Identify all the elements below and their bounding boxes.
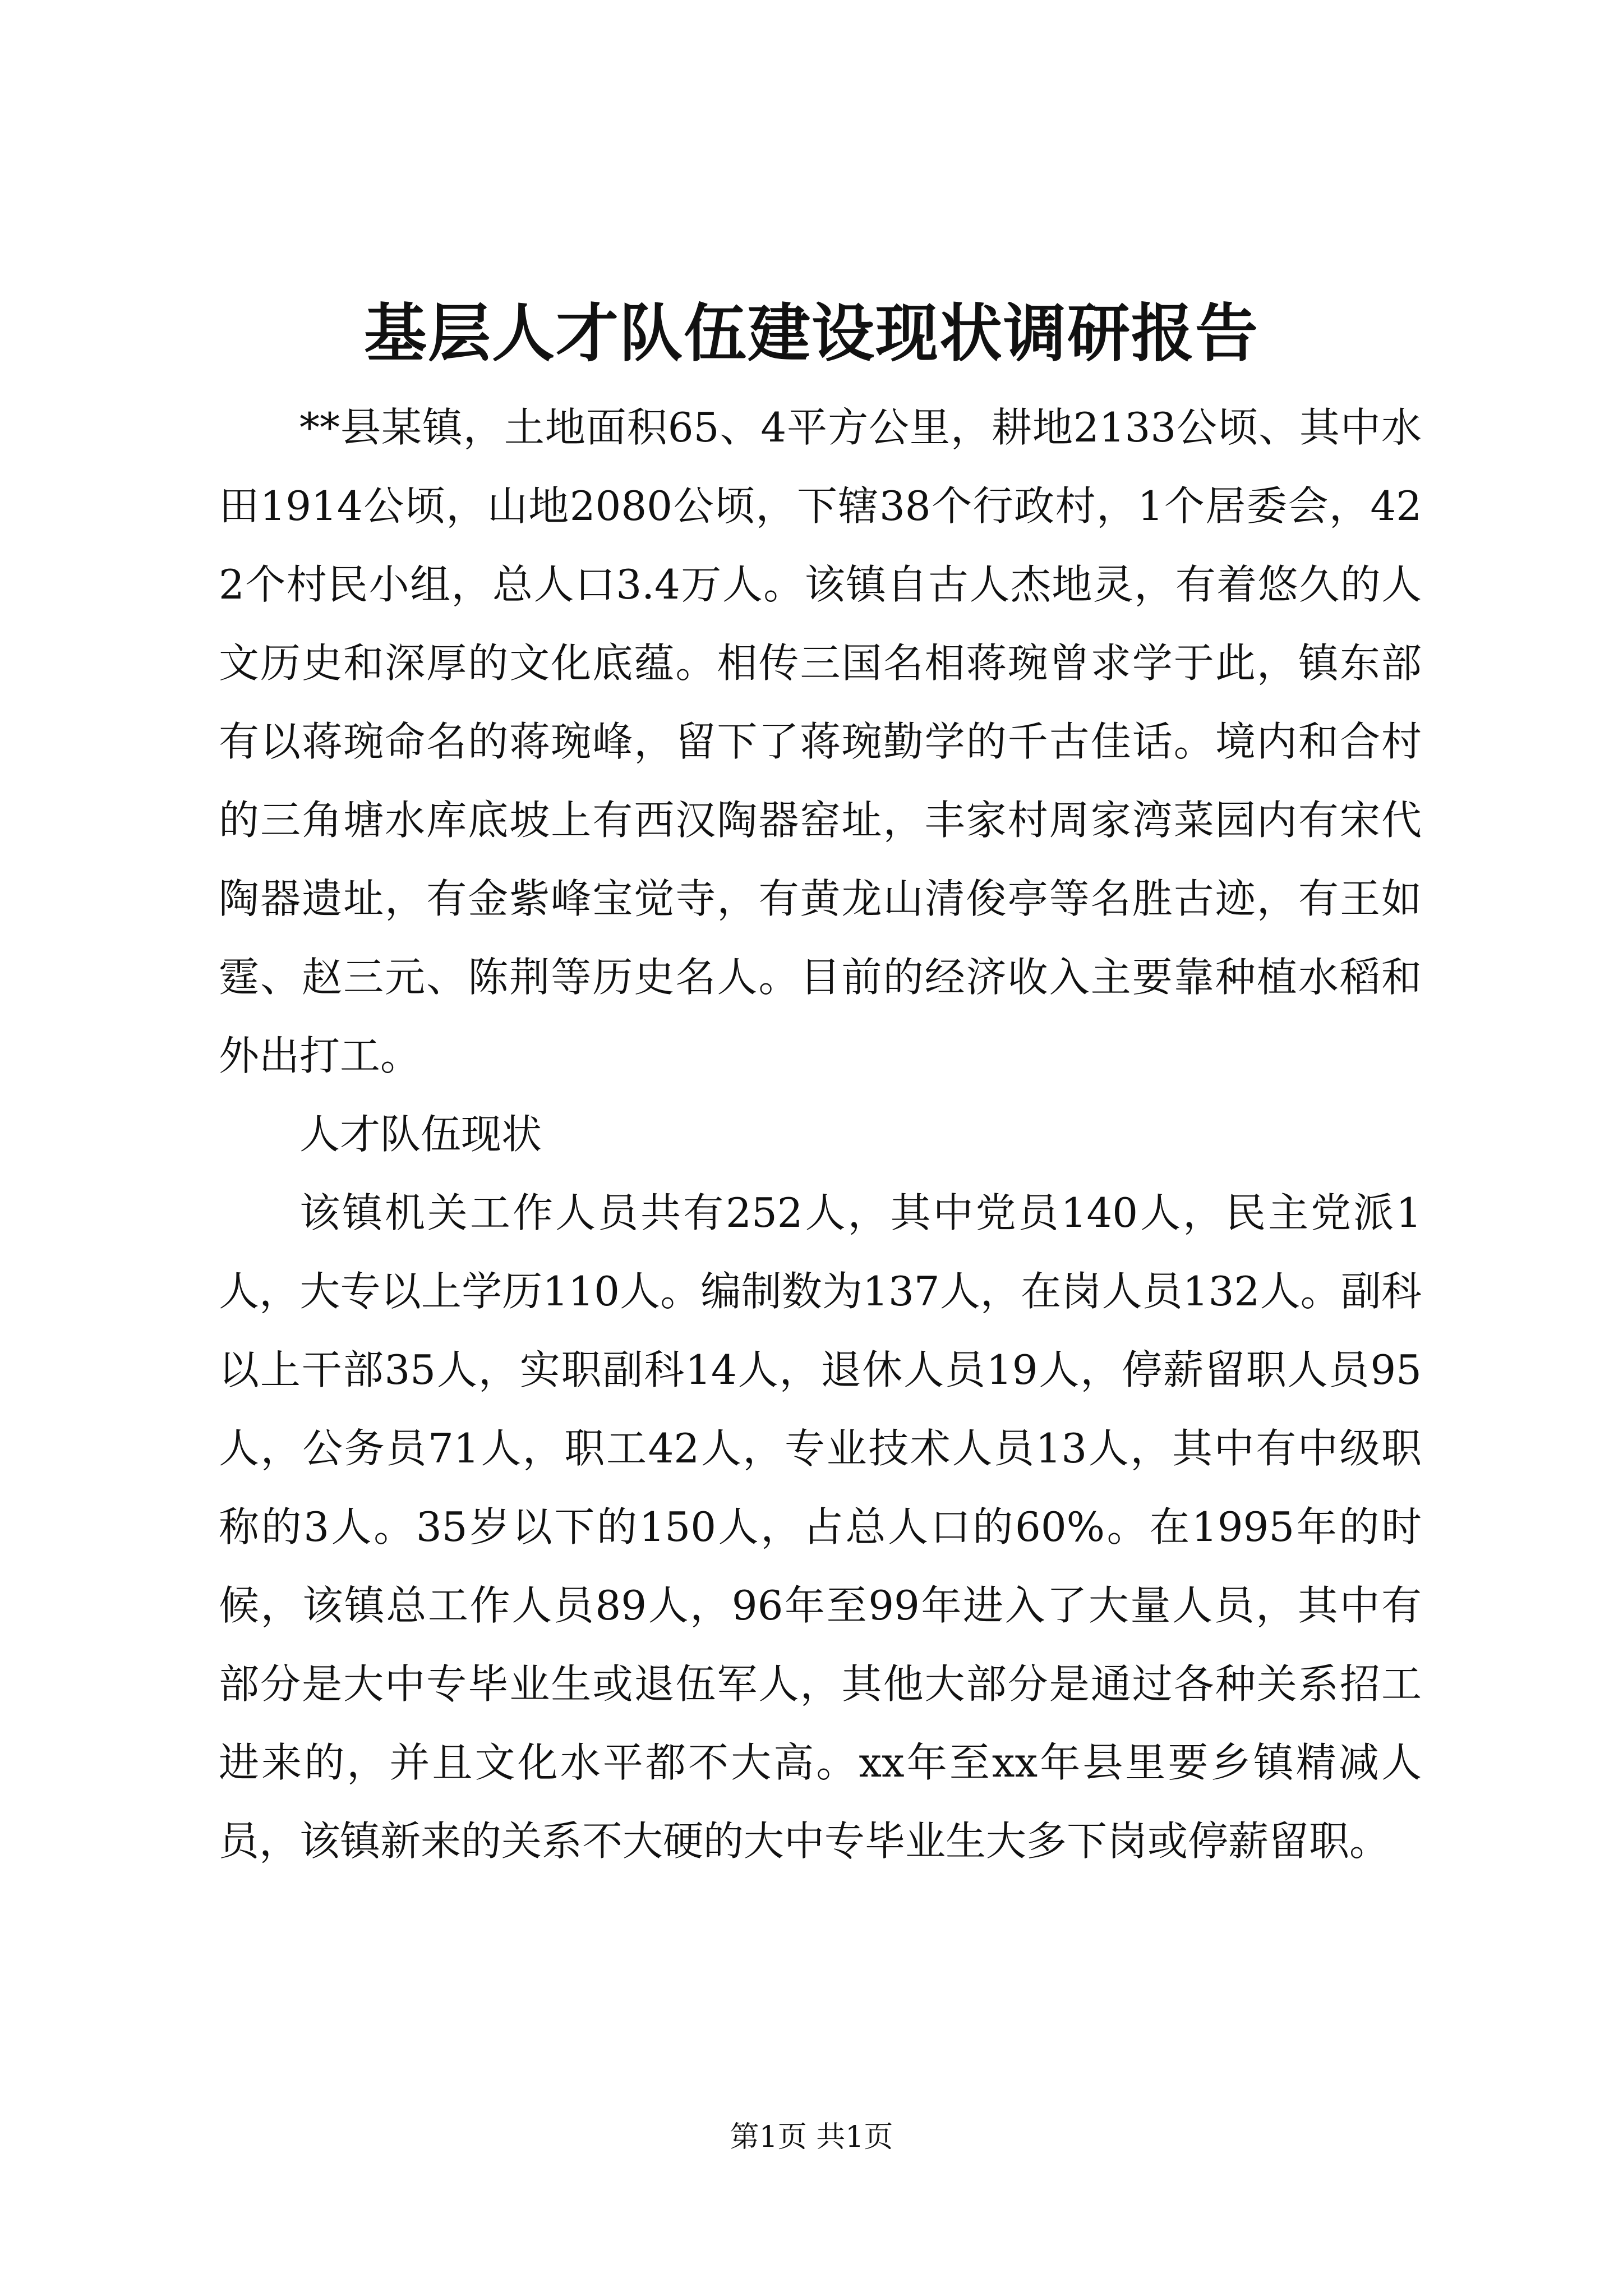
staff-status-paragraph: 该镇机关工作人员共有252人，其中党员140人，民主党派1人，大专以上学历110人。编制数为137人，在岗人员132人。副科以上干部35人，实职副科14人，退休人员19人，停薪留职人员95人，公务员71人，职工42人，专业技术人员13人，其中有中级职称的3人。35岁以下的150人，占总人口的60%。在1995年的时候，该镇总工作人员89人，96年至99年进入了大量人员，其中有部分是大中专毕业生或退伍军人，其他大部分是通过各种关系招工进来的，并且文化水平都不大高。xx年至xx年县里要乡镇精减人员，该镇新来的关系不大硬的大中专毕业生大多下岗或停薪留职。 xyxy=(219,1189,1422,1865)
document-title: 基层人才队伍建设现状调研报告 xyxy=(364,297,1259,370)
section-heading: 人才队伍现状 xyxy=(299,1111,542,1158)
page-footer: 第1页 共1页 xyxy=(730,2120,893,2154)
intro-paragraph: **县某镇，土地面积65、4平方公里，耕地2133公顷、其中水田1914公顷，山地2080公顷，下辖38个行政村，1个居委会，422个村民小组，总人口3.4万人。该镇自古人杰地灵，有着悠久的人文历史和深厚的文化底蕴。相传三国名相蒋琬曾求学于此，镇东部有以蒋琬命名的蒋琬峰，留下了蒋琬勤学的千古佳话。境内和合村的三角塘水库底坡上有西汉陶器窑址，丰家村周家湾菜园内有宋代陶器遗址，有金紫峰宝觉寺，有黄龙山清俊亭等名胜古迹，有王如霆、赵三元、陈荆等历史名人。目前的经济收入主要靠种植水稻和外出打工。 xyxy=(219,404,1422,1079)
document-body xyxy=(219,388,1422,1880)
